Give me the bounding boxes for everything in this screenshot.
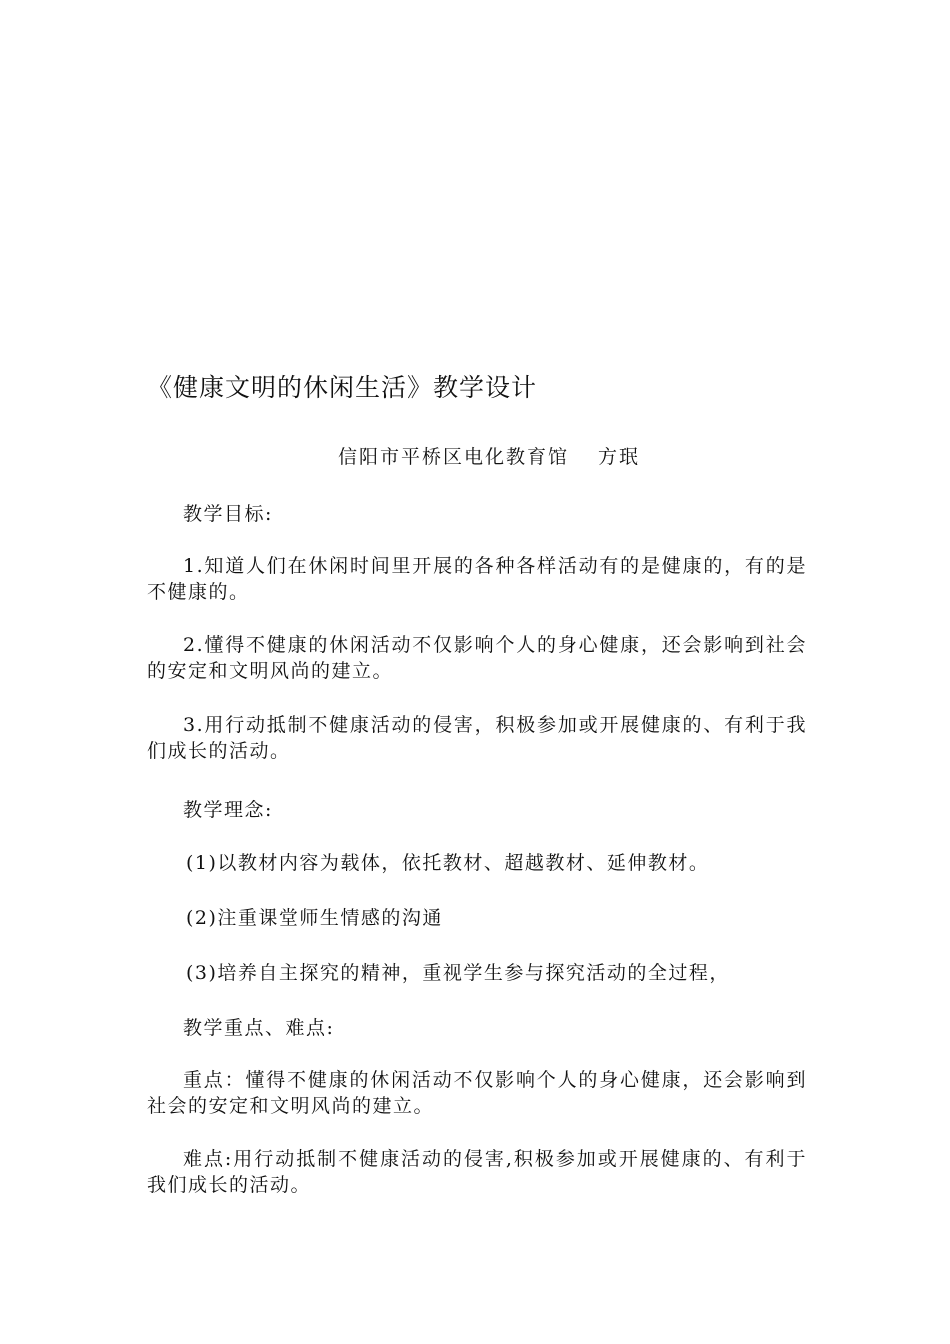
objective-item: 1.知道人们在休闲时间里开展的各种各样活动有的是健康的，有的是不健康的。 xyxy=(147,555,807,603)
author-line: 信阳市平桥区电化教育馆 方珉 xyxy=(338,446,641,468)
key-point: 重点：懂得不健康的休闲活动不仅影响个人的身心健康，还会影响到社会的安定和文明风尚的建立。 xyxy=(147,1069,807,1117)
concept-item: (3)培养自主探究的精神，重视学生参与探究活动的全过程， xyxy=(186,962,730,984)
concept-item: (2)注重课堂师生情感的沟通 xyxy=(186,907,443,929)
concept-heading: 教学理念: xyxy=(183,799,273,821)
objectives-heading: 教学目标: xyxy=(183,503,273,525)
objective-item: 3.用行动抵制不健康活动的侵害，积极参加或开展健康的、有利于我们成长的活动。 xyxy=(147,714,807,762)
concept-item: (1)以教材内容为载体，依托教材、超越教材、延伸教材。 xyxy=(186,852,710,874)
document-title: 《健康文明的休闲生活》教学设计 xyxy=(147,373,538,402)
difficult-point: 难点:用行动抵制不健康活动的侵害,积极参加或开展健康的、有利于我们成长的活动。 xyxy=(147,1148,807,1196)
objective-item: 2.懂得不健康的休闲活动不仅影响个人的身心健康，还会影响到社会的安定和文明风尚的建立。 xyxy=(147,634,807,682)
focus-heading: 教学重点、难点: xyxy=(183,1017,335,1039)
